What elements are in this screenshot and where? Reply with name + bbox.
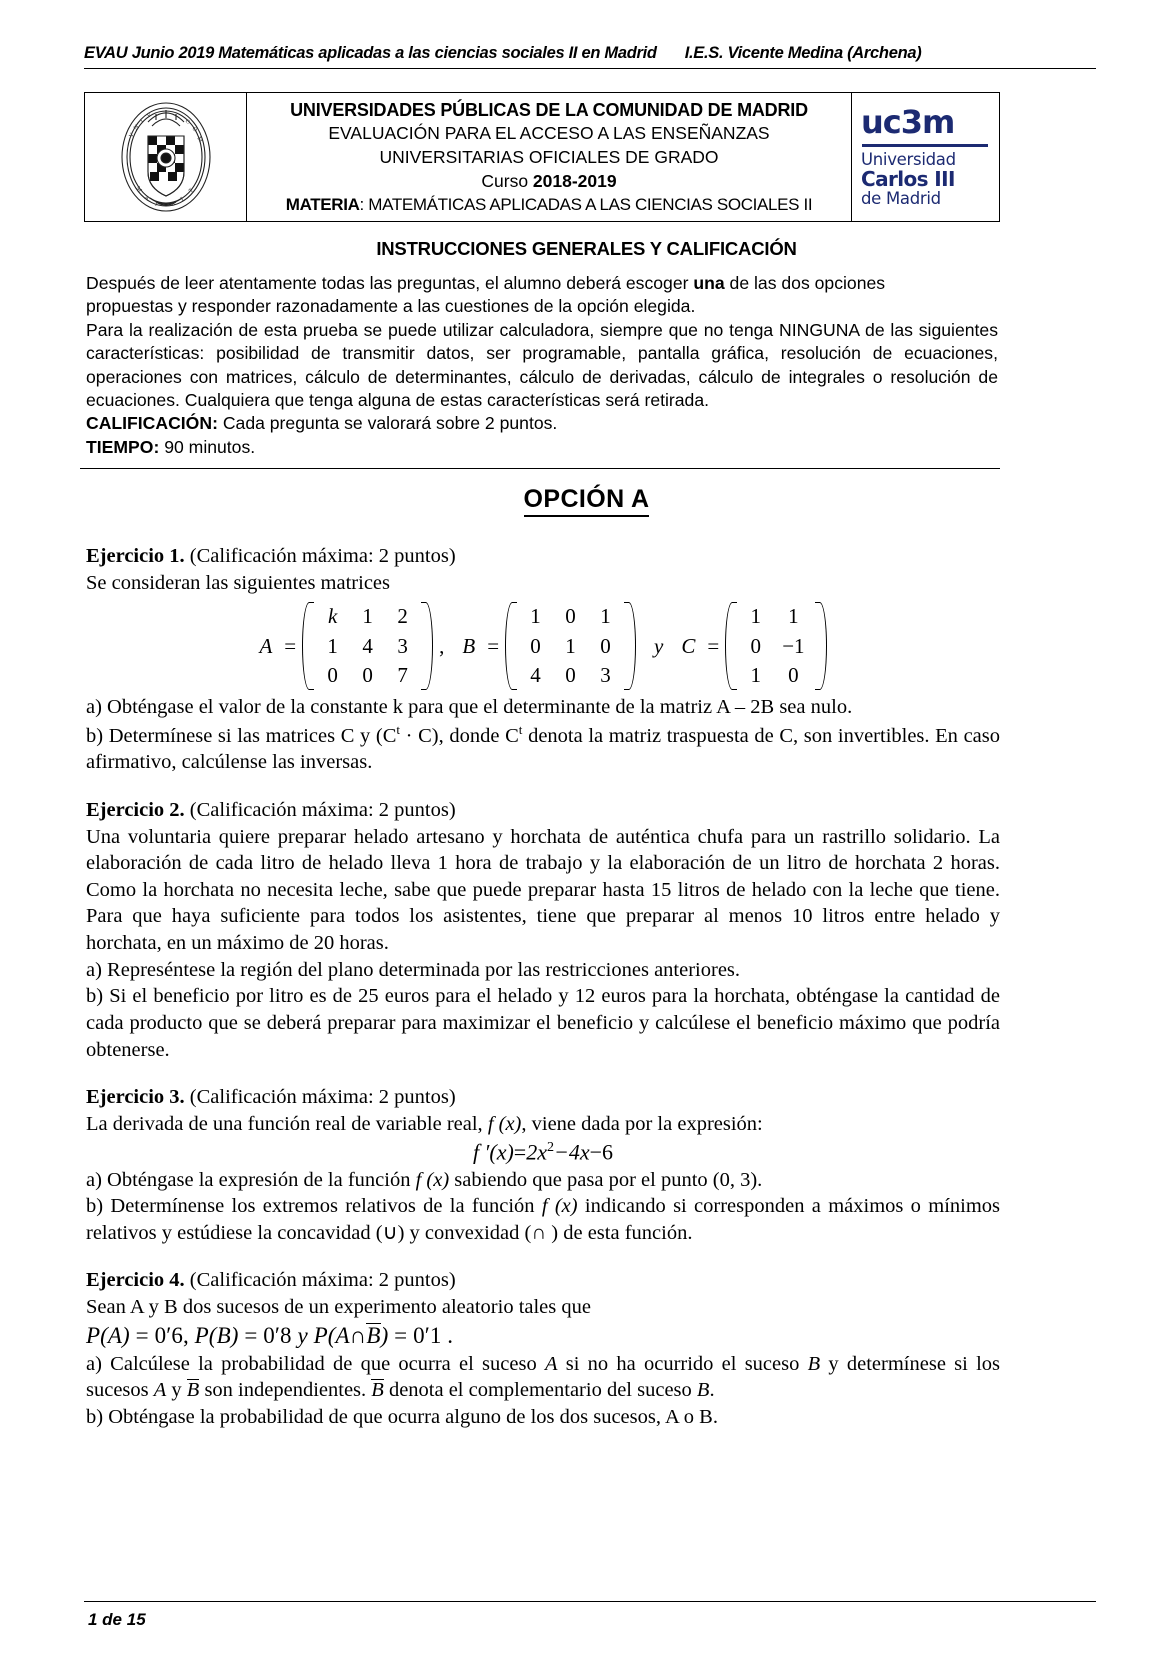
prob-conj: y xyxy=(291,1322,314,1348)
matrix-b-equals: = xyxy=(487,633,500,658)
exercise-1 xyxy=(86,543,1000,776)
ex1-b-sup2: t xyxy=(518,721,523,737)
matrix-a-r1c2: 3 xyxy=(397,633,408,658)
matrix-c-r2c0: 1 xyxy=(750,662,761,687)
matrix-a-r2c2: 7 xyxy=(397,662,408,687)
svg-text:C: C xyxy=(183,118,190,126)
instr-p1-bold: una xyxy=(693,273,725,293)
prob-pb-value: 0′8 xyxy=(263,1322,292,1348)
matrix-b xyxy=(505,602,636,690)
ex4-a-B2: B xyxy=(696,1379,710,1402)
ex3-eq-term1-pow: 2 xyxy=(546,1138,555,1155)
uc3m-logo-cell xyxy=(851,93,999,221)
ex4-a-t5: denota el complementario del suceso xyxy=(383,1379,697,1402)
option-title xyxy=(0,485,1173,514)
exercise-4 xyxy=(86,1267,1000,1430)
matrix-separator-comma: , xyxy=(439,633,445,658)
ex3-eq-sign: = xyxy=(513,1138,527,1164)
tiempo-label: TIEMPO: xyxy=(86,436,160,457)
ucm-seal-cell xyxy=(85,93,247,221)
ex4-a-t3: y determínese si los sucesos xyxy=(86,1352,1000,1402)
exercise-2-item-b: b) Si el beneficio por litro es de 25 euros para el helado y 12 euros para la horchata, obténgase la cantidad de cada producto que se deberá preparar para maximizar el beneficio y calcúlese el beneficio máximo que podría obtenerse. xyxy=(86,985,1000,1061)
exercise-1-points: (Calificación máxima: 2 puntos) xyxy=(184,545,456,567)
uc3m-universidad-text: Universidad xyxy=(861,150,956,170)
uc3m-de-madrid-text: de Madrid xyxy=(861,188,941,208)
ex4-a-t4: son independientes. xyxy=(199,1379,372,1402)
exercise-4-points: (Calificación máxima: 2 puntos) xyxy=(184,1269,456,1292)
ucm-seal-icon xyxy=(110,98,222,216)
uc3m-divider xyxy=(862,144,988,147)
instructions-tiempo xyxy=(86,436,998,459)
matrix-a-equals: = xyxy=(284,633,297,658)
ex4-a-Bbar: B xyxy=(186,1379,200,1402)
svg-text:N: N xyxy=(132,124,140,132)
svg-text:I: I xyxy=(179,196,185,203)
ex4-a-t2: si no ha ocurrido el suceso xyxy=(557,1352,808,1375)
matrix-c-r0c0: 1 xyxy=(750,604,761,629)
title-line-2: EVALUACIÓN PARA EL ACCESO A LAS ENSEÑANZAS xyxy=(328,122,770,143)
instructions-title: INSTRUCCIONES GENERALES Y CALIFICACIÓN xyxy=(376,238,797,259)
matrix-c xyxy=(725,602,826,690)
instr-p1-c: de las dos opciones xyxy=(724,273,886,293)
matrix-b-r1c2: 0 xyxy=(600,633,611,658)
ex4-a-Bbar2: B xyxy=(371,1379,384,1402)
prob-pab-post: ) xyxy=(380,1322,389,1348)
calificacion-text: Cada pregunta se valorará sobre 2 puntos. xyxy=(217,413,558,434)
exercise-4-heading xyxy=(86,1267,1000,1294)
ex3-intro-b: , viene dada por la expresión: xyxy=(521,1112,763,1135)
ex4-a-A2: A xyxy=(153,1379,167,1402)
exam-header-box xyxy=(84,92,1000,222)
ex3-eq-term1: 2x xyxy=(526,1138,547,1164)
ex3-a-fx: f (x) xyxy=(415,1168,450,1191)
exercise-2-heading xyxy=(86,797,1000,824)
exam-content xyxy=(86,543,1000,1431)
materia-label: MATERIA xyxy=(285,195,360,215)
exercise-2-item-a: a) Represéntese la región del plano determinada por las restricciones anteriores. xyxy=(86,958,741,981)
matrix-b-r2c2: 3 xyxy=(600,662,611,687)
svg-text:O: O xyxy=(190,126,198,134)
curso-label: Curso xyxy=(481,170,533,191)
matrix-c-r0c1: 1 xyxy=(788,604,799,629)
instructions-paragraph-1 xyxy=(86,272,998,295)
exercise-3 xyxy=(86,1084,1000,1246)
prob-pb-label: P(B) xyxy=(194,1322,239,1348)
ex4-a-B: B xyxy=(807,1352,821,1375)
curso-value: 2018-2019 xyxy=(532,170,617,191)
exercise-3-equation xyxy=(86,1138,1000,1167)
matrix-a-r1c1: 4 xyxy=(362,633,373,658)
ex3-b-fx: f (x) xyxy=(541,1195,578,1218)
ex4-a-t6: . xyxy=(709,1379,715,1402)
matrix-c-r1c1: −1 xyxy=(782,633,805,658)
ex3-a-text1: a) Obténgase la expresión de la función xyxy=(86,1168,416,1191)
running-header xyxy=(84,44,1096,69)
matrix-c-r2c1: 0 xyxy=(788,662,799,687)
exercise-4-intro: Sean A y B dos sucesos de un experimento aleatorio tales que xyxy=(86,1296,591,1319)
ex1-b-text1: b) Determínese si las matrices C y (C xyxy=(86,724,397,747)
matrix-a-label: A xyxy=(259,633,273,658)
matrix-b-r0c2: 1 xyxy=(600,604,611,629)
svg-text:R: R xyxy=(170,201,176,208)
title-line-4 xyxy=(481,170,616,194)
instructions-divider xyxy=(80,468,1000,469)
matrix-a-r0c2: 2 xyxy=(397,604,408,629)
prob-pa-eq: = xyxy=(129,1322,155,1348)
matrix-c-equals: = xyxy=(707,633,720,658)
exercise-2 xyxy=(86,797,1000,1063)
calificacion-label: CALIFICACIÓN: xyxy=(86,413,218,434)
prob-pab-bbar: B xyxy=(366,1322,381,1348)
ex3-b-text1: b) Determínense los extremos relativos de la función xyxy=(86,1195,542,1218)
prob-pab-pre: P(A∩ xyxy=(313,1322,367,1348)
exercise-3-item-b xyxy=(86,1193,1000,1246)
title-line-1: UNIVERSIDADES PÚBLICAS DE LA COMUNIDAD DE MADRID xyxy=(290,99,808,120)
prob-pab-eq: = xyxy=(388,1322,414,1348)
instructions-paragraph-3: Para la realización de esta prueba se puede utilizar calculadora, siempre que no tenga NINGUNA de las siguientes características: posibilidad de transmitir datos, ser programable, pantalla gráfica, resolución de ecuaciones, operaciones con matrices, cálculo de determinantes, cálculo de derivadas, cálculo de integrales o resolución de ecuaciones. Cualquiera que tenga alguna de estas características será retirada. xyxy=(86,319,998,410)
matrix-b-r1c1: 1 xyxy=(565,633,576,658)
prob-pa-value: 0′6 xyxy=(154,1322,183,1348)
ex3-eq-term2: −4x xyxy=(554,1138,590,1164)
matrix-a xyxy=(302,602,433,690)
ex3-b-text2: indicando si corresponden a máximos o mínimos relativos y estúdiese la concavidad (∪) y convexidad (∩ ) de esta función. xyxy=(86,1195,1001,1244)
exercise-3-points: (Calificación máxima: 2 puntos) xyxy=(184,1086,456,1109)
prob-period: . xyxy=(441,1322,454,1348)
instructions-body xyxy=(86,272,998,459)
uc3m-wordmark: uc3m xyxy=(861,103,955,142)
svg-text:A: A xyxy=(142,194,150,203)
matrix-b-r1c0: 0 xyxy=(530,633,541,658)
ex1-b-text2: · C), donde C xyxy=(400,724,519,747)
matrix-a-r0c0: k xyxy=(327,604,338,629)
ex1-b-text3: denota la matriz traspuesta de C, son invertibles. En caso afirmativo, calcúlense las inversas. xyxy=(86,724,1000,774)
exercise-4-probability-line xyxy=(86,1321,1000,1351)
running-header-right: I.E.S. Vicente Medina (Archena) xyxy=(684,44,922,62)
ex3-eq-lhs: f ′(x) xyxy=(472,1138,514,1164)
exercise-4-item-b: b) Obténgase la probabilidad de que ocurra alguno de los dos sucesos, A o B. xyxy=(86,1405,718,1428)
footer-divider xyxy=(84,1601,1096,1602)
matrix-conjunction: y xyxy=(654,633,664,658)
matrices-row xyxy=(86,602,1000,690)
svg-text:V: V xyxy=(127,132,136,139)
page-number: 1 de 15 xyxy=(88,1610,146,1629)
matrix-b-r0c0: 1 xyxy=(530,604,541,629)
matrix-b-r2c1: 0 xyxy=(565,662,576,687)
exercise-3-item-a xyxy=(86,1167,1000,1194)
materia-value: : MATEMÁTICAS APLICADAS A LAS CIENCIAS SOCIALES II xyxy=(359,195,813,215)
exercise-3-heading xyxy=(86,1084,1000,1111)
matrix-b-r2c0: 4 xyxy=(530,662,541,687)
matrix-b-label: B xyxy=(462,633,476,658)
ex3-eq-term3: −6 xyxy=(589,1138,614,1164)
svg-text:I: I xyxy=(139,118,145,125)
exercise-1-intro: Se consideran las siguientes matrices xyxy=(86,571,390,594)
instructions-calificacion xyxy=(86,412,998,435)
matrix-c-label: C xyxy=(681,633,696,658)
spacer-2 xyxy=(86,1063,1000,1084)
matrix-a-r1c0: 1 xyxy=(327,633,338,658)
exercise-1-label: Ejercicio 1. xyxy=(86,545,185,567)
tiempo-text: 90 minutos. xyxy=(159,436,256,457)
prob-pa-label: P(A) xyxy=(86,1322,130,1348)
exercise-3-label: Ejercicio 3. xyxy=(86,1086,185,1109)
ex3-intro-a: La derivada de una función real de variable real, xyxy=(86,1112,488,1135)
svg-text:M: M xyxy=(133,185,142,194)
prob-pb-eq: = xyxy=(238,1322,264,1348)
svg-text:M: M xyxy=(194,135,203,144)
ex1-b-sup1: t xyxy=(396,721,401,737)
ex3-intro-fx: f (x) xyxy=(487,1112,522,1135)
exercise-2-label: Ejercicio 2. xyxy=(86,798,185,821)
matrix-a-r0c1: 1 xyxy=(362,604,373,629)
matrix-b-r0c1: 0 xyxy=(565,604,576,629)
title-line-3: UNIVERSITARIAS OFICIALES DE GRADO xyxy=(379,146,719,167)
matrix-a-r2c1: 0 xyxy=(362,662,373,687)
exercise-1-item-a: a) Obténgase el valor de la constante k para que el determinante de la matriz A – 2B sea nulo. xyxy=(86,696,853,719)
exercise-2-points: (Calificación máxima: 2 puntos) xyxy=(184,798,456,821)
ex4-a-A: A xyxy=(544,1352,558,1375)
exercise-4-item-a xyxy=(86,1351,1000,1404)
spacer-3 xyxy=(86,1246,1000,1267)
svg-text:T: T xyxy=(152,201,159,209)
title-line-5 xyxy=(286,193,812,216)
matrix-c-r1c0: 0 xyxy=(750,633,761,658)
ex3-a-text2: sabiendo que pasa por el punto (0, 3). xyxy=(449,1168,763,1191)
matrix-a-r2c0: 0 xyxy=(327,662,338,687)
running-header-left: EVAU Junio 2019 Matemáticas aplicadas a las ciencias sociales II en Madrid xyxy=(84,44,657,62)
uc3m-carlos-iii-text: Carlos III xyxy=(861,166,955,191)
option-title-text: OPCIÓN A xyxy=(524,485,650,517)
svg-text:T: T xyxy=(187,187,195,195)
exercise-3-intro xyxy=(86,1111,1000,1138)
exercise-4-label: Ejercicio 4. xyxy=(86,1269,185,1292)
instr-p1-a: Después de leer atentamente todas las preguntas, el alumno deberá escoger xyxy=(86,273,694,293)
exercise-1-item-b xyxy=(86,721,1000,776)
svg-text:V: V xyxy=(145,112,153,120)
spacer-1 xyxy=(86,776,1000,797)
instructions-paragraph-2: propuestas y responder razonadamente a las cuestiones de la opción elegida. xyxy=(86,296,696,317)
prob-pab-value: 0′1 xyxy=(413,1322,442,1348)
exam-title-cell xyxy=(247,93,851,221)
prob-comma: , xyxy=(182,1322,195,1348)
exercise-2-body: Una voluntaria quiere preparar helado artesano y horchata de auténtica chufa para un rastrillo solidario. La elaboración de cada litro de helado lleva 1 hora de trabajo y la elaboración de un litro de horchata 2 horas. Como la horchata no necesita leche, sabe que puede preparar hasta 15 litros de helado con la leche que tiene. Para que haya suficiente para todos los asistentes, tiene que preparar al menos 10 litros entre helado y horchata, en un máximo de 20 horas. xyxy=(86,825,1000,955)
exercise-1-heading xyxy=(86,543,1000,570)
ex4-a-y: y xyxy=(166,1379,187,1402)
ex4-a-t1: a) Calcúlese la probabilidad de que ocurra el suceso xyxy=(86,1352,545,1375)
